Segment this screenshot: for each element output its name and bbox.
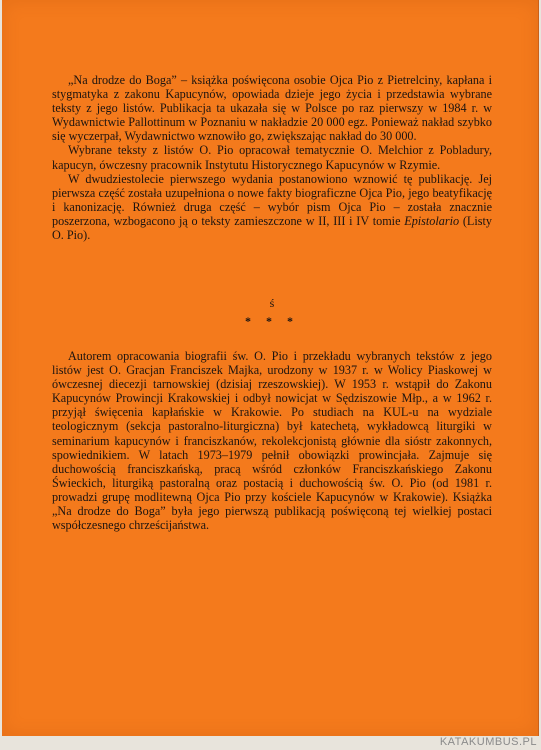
- author-bio-block: [52, 349, 492, 532]
- description-block: [52, 73, 492, 242]
- paragraph-author-bio: Autorem opracowania biografii św. O. Pio i przekładu wybranych tekstów z jego listów jest O. Gracjan Franciszek Majka, urodzony w 1937 r. w Wolicy Piaskowej w ówczesnej diecezji tarnowskiej (dzisiaj rzeszowskiej). W 1953 r. wstąpił do Zakonu Kapucynów Prowincji Krakowskiej i odbył nowicjat w Sędziszowie Młp., a w 1962 r. przyjął święcenia kapłańskie w Krakowie. Po studiach na KUL-u na wydziale teologicznym (sekcja pastoralno-liturgiczna) był katechetą, wykładowcą liturgiki w seminarium kapucynów i franciszkanów, rekolekcjonistą głównie dla sióstr zakonnych, spowiednikiem. W latach 1973–1979 pełnił obowiązki prowincjała. Zajmuje się duchowością franciszkańską, pracą wśród członków Franciszkańskiego Zakonu Świeckich, liturgiką pastoralną oraz postacią i duchowością św. O. Pio (od 1981 r. prowadzi grupę modlitewną Ojca Pio przy kościele Kapucynów w Krakowie). Książka „Na drodze do Boga” była jego pierwszą publikacją poświęconą tej wielkiej postaci współczesnego chrześcijaństwa.: [52, 349, 492, 533]
- paragraph-publication-history: „Na drodze do Boga” – książka poświęcona osobie Ojca Pio z Pietrelciny, kapłana i stygmatyka z zakonu Kapucynów, opowiada dzieje jego życia i przedstawia wybrane teksty z jego listów. Publikacja ta ukazała się w Polsce po raz pierwszy w 1984 r. w Wydawnictwie Pallottinum w Poznaniu w nakładzie 20 000 egz. Ponieważ nakład szybko się wyczerpał, Wydawnictwo wznowiło go, zwiększając nakład do 30 000.: [52, 73, 492, 144]
- new-edition-text: W dwudziestolecie pierwszego wydania postanowiono wznowić tę publikację. Jej pierwsza część została uzupełniona o nowe fakty biograficzne Ojca Pio, jego beatyfikację i kanonizację. Również druga część – wybór pism Ojca Pio – została znacznie poszerzona, wzbogacono ją o teksty zamieszczone w II, III i IV tomie: [52, 171, 492, 228]
- asterism-separator: * * *: [245, 314, 299, 328]
- section-sign: ś: [269, 296, 275, 310]
- watermark: KATAKUMBUS.PL: [439, 736, 537, 748]
- paragraph-selected-texts: Wybrane teksty z listów O. Pio opracował tematycznie O. Melchior z Pobladury, kapucyn, ówczesny pracownik Instytutu Historycznego Kapucynów w Rzymie.: [52, 143, 492, 172]
- new-edition-text-end: (Listy O. Pio).: [52, 213, 492, 243]
- epistolario-title: Epistolario: [404, 213, 460, 228]
- book-back-cover: [2, 0, 539, 736]
- paragraph-new-edition: [52, 172, 492, 242]
